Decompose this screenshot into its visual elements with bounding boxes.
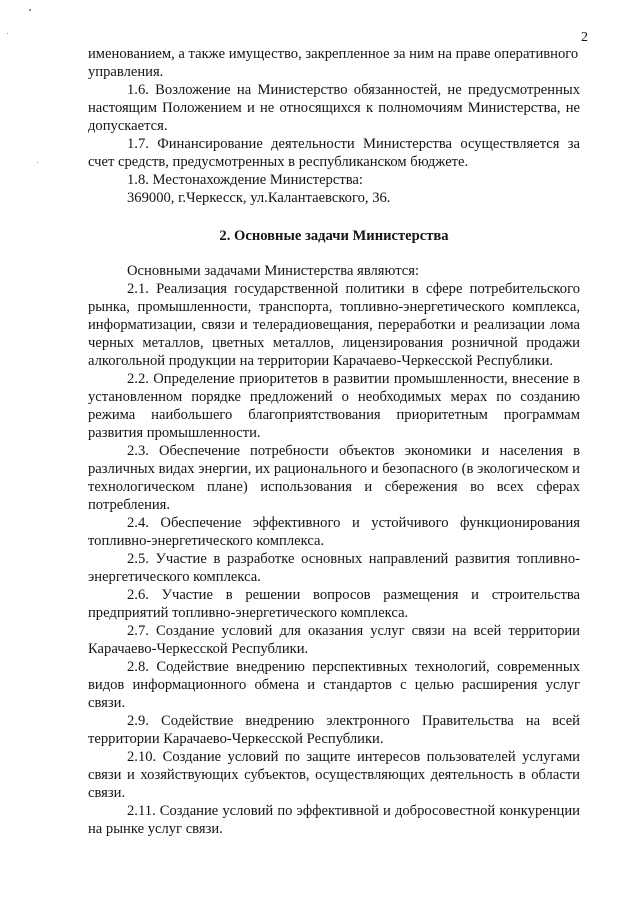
task-item-2-5: 2.5. Участие в разработке основных направлений развития топливно-энергетического комплекса. [88,551,580,585]
section-intro: Основными задачами Министерства являются: [127,263,420,279]
scan-speck [37,162,38,163]
task-item-2-11: 2.11. Создание условий по эффективной и добросовестной конкуренции на рынке услуг связи. [88,803,580,837]
scan-speck [29,9,31,11]
document-body [88,45,580,838]
task-item-2-1: 2.1. Реализация государственной политики в сфере потребительского рынка, промышленности, транспорта, топливно-энергетического комплекса, информатизации, связи и телерадиовещания, переработки и реализации лома черных металлов, цветных металлов, лицензирования розничной продажи алкогольной продукции на территории Карачаево-Черкесской Республики. [88,281,580,369]
paragraph-1-8: 1.8. Местонахождение Министерства: [127,172,363,188]
paragraph-continuation: именованием, а также имущество, закрепленное за ним на праве оперативного управления. [88,46,579,80]
page-number: 2 [581,30,588,45]
task-item-2-8: 2.8. Содействие внедрению перспективных технологий, современных видов информационного обмена и стандартов с целью расширения услуг связи. [88,659,580,711]
task-item-2-2: 2.2. Определение приоритетов в развитии промышленности, внесение в установленном порядке предложений о необходимых мерах по созданию режима наибольшего благоприятствования приоритетным программам развития промышленности. [88,371,580,441]
task-item-2-9: 2.9. Содействие внедрению электронного Правительства на всей территории Карачаево-Черкесской Республики. [88,713,580,747]
task-item-2-7: 2.7. Создание условий для оказания услуг связи на всей территории Карачаево-Черкесской Республики. [88,623,580,657]
task-item-2-4: 2.4. Обеспечение эффективного и устойчивого функционирования топливно-энергетического комплекса. [88,515,580,549]
task-item-2-6: 2.6. Участие в решении вопросов размещения и строительства предприятий топливно-энергетического комплекса. [88,587,580,621]
section-heading: 2. Основные задачи Министерства [219,228,449,244]
task-list [88,280,580,838]
task-item-2-10: 2.10. Создание условий по защите интересов пользователей услугами связи и хозяйствующих субъектов, осуществляющих деятельность в области связи. [88,749,580,801]
task-item-2-3: 2.3. Обеспечение потребности объектов экономики и населения в различных видах энергии, их рационального и безопасного (в экологическом и технологическом плане) использования и сбережения во всех сферах потребления. [88,443,580,513]
paragraph-1-7: 1.7. Финансирование деятельности Министерства осуществляется за счет средств, предусмотренных в республиканском бюджете. [88,136,580,170]
paragraph-1-6: 1.6. Возложение на Министерство обязанностей, не предусмотренных настоящим Положением и не относящихся к полномочиям Министерства, не допускается. [88,82,580,134]
address-line: 369000, г.Черкесск, ул.Калантаевского, 36. [127,190,391,206]
scan-speck [7,33,8,34]
